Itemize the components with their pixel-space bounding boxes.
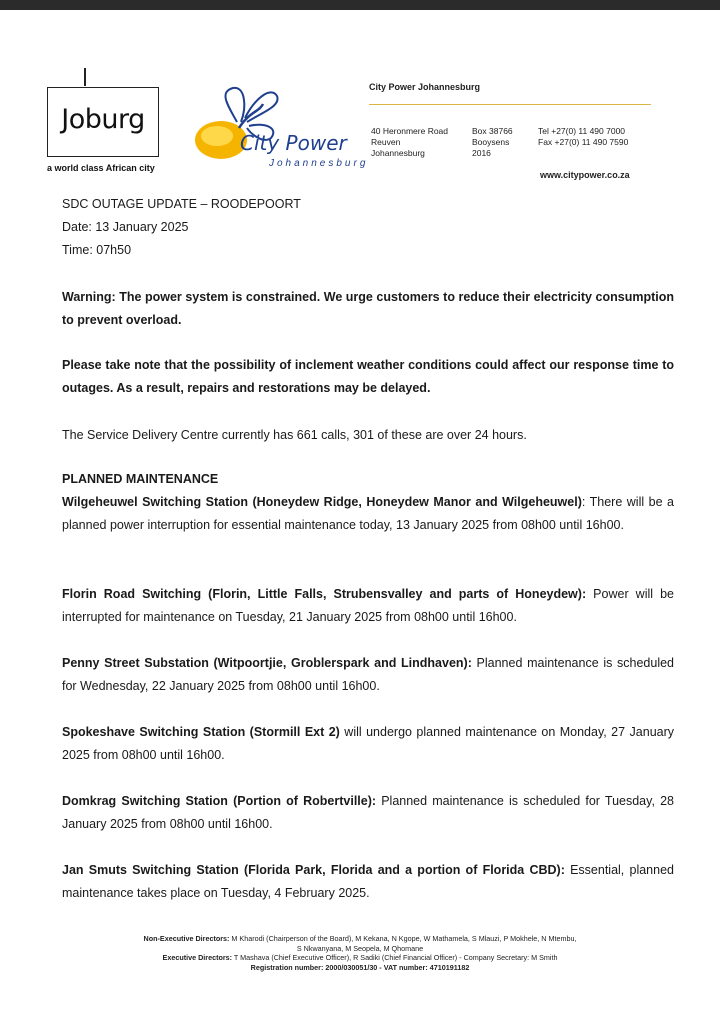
contact-block <box>538 126 628 148</box>
maintenance-item <box>62 721 674 767</box>
calls-status: The Service Delivery Centre currently has 661 calls, 301 of these are over 24 hours. <box>62 428 527 442</box>
postal-line: 2016 <box>472 148 491 158</box>
doc-date: Date: 13 January 2025 <box>62 220 189 234</box>
exec-names: T Mashava (Chief Executive Officer), R Sadiki (Chief Financial Officer) - Company Secretary: M Smith <box>232 953 558 962</box>
phone-line: Tel +27(0) 11 490 7000 <box>538 126 626 136</box>
joburg-logo-text: Joburg <box>61 104 145 135</box>
ned-names: M Kharodi (Chairperson of the Board), M Kekana, N Kgope, W Mathamela, S Mlauzi, P Mokhele, N Mtembu, <box>229 934 577 943</box>
joburg-tagline: a world class African city <box>47 163 155 173</box>
fax-line: Fax +27(0) 11 490 7590 <box>538 137 629 147</box>
header-rule <box>369 104 651 105</box>
maintenance-details: Planned maintenance is scheduled for Wednesday, 22 January 2025 from 08h00 until 16h00. <box>62 656 675 693</box>
maintenance-item <box>62 491 674 537</box>
address-line: Reuven <box>371 137 401 147</box>
maintenance-details: will undergo planned maintenance on Monday, 27 January 2025 from 08h00 until 16h00. <box>62 725 675 762</box>
registration-info: Registration number: 2000/030051/30 - VAT number: 4710191182 <box>250 962 470 972</box>
company-name: City Power Johannesburg <box>369 82 481 92</box>
maintenance-details: Essential, planned maintenance takes place on Tuesday, 4 February 2025. <box>62 863 674 900</box>
maintenance-details: : There will be a planned power interruption for essential maintenance today, 13 January 2025 from 08h00 until 16h00. <box>62 495 675 532</box>
footer-directors <box>70 934 650 972</box>
ned-label: Non-Executive Directors: <box>143 934 230 943</box>
maintenance-location: Wilgeheuwel Switching Station (Honeydew Ridge, Honeydew Manor and Wilgeheuwel) <box>62 495 582 509</box>
maintenance-item <box>62 790 674 836</box>
non-executive-directors <box>70 934 650 944</box>
maintenance-item <box>62 583 674 629</box>
doc-time: Time: 07h50 <box>62 243 132 257</box>
maintenance-item <box>62 652 674 698</box>
city-power-logo-subtitle: Johannesburg <box>269 158 369 169</box>
maintenance-location: Jan Smuts Switching Station (Florida Park, Florida and a portion of Florida CBD): <box>62 863 565 877</box>
joburg-logo <box>47 87 159 157</box>
maintenance-location: Domkrag Switching Station (Portion of Robertville): <box>62 794 377 808</box>
maintenance-details: Planned maintenance is scheduled for Tuesday, 28 January 2025 from 08h00 until 16h00. <box>62 794 674 831</box>
maintenance-item <box>62 859 674 905</box>
top-dark-bar <box>0 0 720 10</box>
website-link[interactable]: www.citypower.co.za <box>540 170 630 180</box>
postal-line: Booysens <box>472 137 510 147</box>
maintenance-location: Penny Street Substation (Witpoortjie, Groblerspark and Lindhaven): <box>62 656 472 670</box>
joburg-logo-tick <box>84 68 86 86</box>
executive-directors <box>70 953 650 963</box>
maintenance-location: Spokeshave Switching Station (Stormill Ext 2) <box>62 725 340 739</box>
address-block <box>371 126 448 159</box>
exec-label: Executive Directors: <box>162 953 233 962</box>
ned-names-continued: S Nkwanyana, M Seopela, M Qhomane <box>296 943 424 953</box>
maintenance-details: Power will be interrupted for maintenance on Tuesday, 21 January 2025 from 08h00 until 16h00. <box>62 587 674 624</box>
postal-line: Box 38766 <box>472 126 513 136</box>
doc-title: SDC OUTAGE UPDATE – ROODEPOORT <box>62 197 301 211</box>
section-heading: PLANNED MAINTENANCE <box>62 472 219 486</box>
address-line: Johannesburg <box>371 148 425 158</box>
postal-box-block <box>472 126 513 159</box>
weather-notice-paragraph: Please take note that the possibility of inclement weather conditions could affect our response time to outages. As a result, repairs and restorations may be delayed. <box>62 358 674 395</box>
warning-paragraph: Warning: The power system is constrained. We urge customers to reduce their electricity consumption to prevent overload. <box>62 290 674 327</box>
maintenance-location: Florin Road Switching (Florin, Little Falls, Strubensvalley and parts of Honeydew): <box>62 587 587 601</box>
address-line: 40 Heronmere Road <box>371 126 449 136</box>
city-power-logo-name: City Power <box>240 131 347 155</box>
